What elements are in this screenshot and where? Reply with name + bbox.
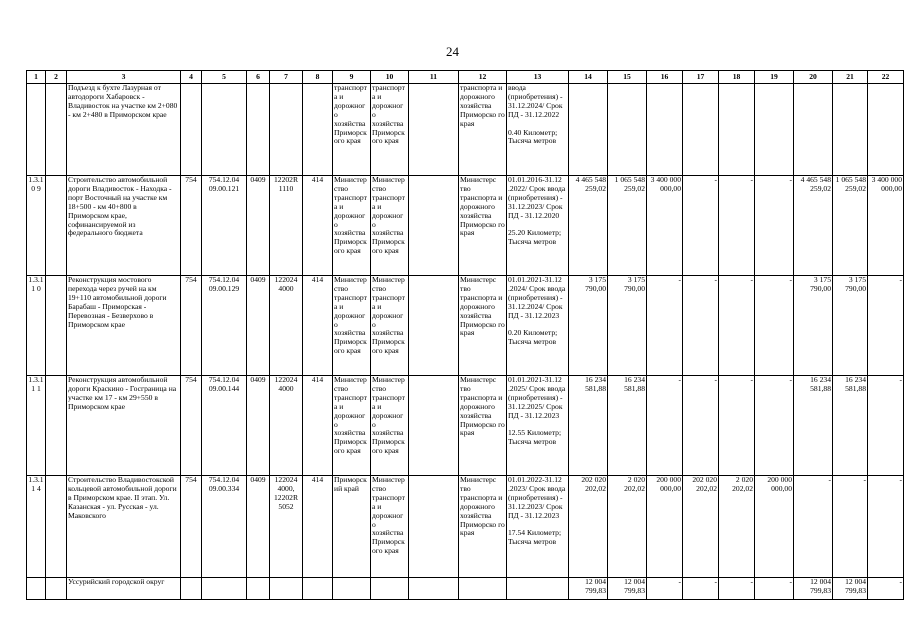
cell-col-16: 3 400 000 000,00 bbox=[647, 176, 683, 276]
column-header-22: 22 bbox=[868, 71, 904, 84]
column-header-21: 21 bbox=[833, 71, 868, 84]
cell-col-21: 16 234 581,88 bbox=[833, 376, 868, 476]
cell-col-17 bbox=[683, 84, 719, 176]
cell-col-17: - bbox=[683, 376, 719, 476]
cell-col-18: - bbox=[719, 376, 755, 476]
cell-col-2 bbox=[46, 476, 67, 578]
cell-col-6: 0409 bbox=[247, 276, 270, 376]
cell-col-8: 414 bbox=[303, 276, 333, 376]
cell-col-13: ввода (приобретения) - 31.12.2024/ Срок ПД - 31.12.2022 0.40 Километр; Тысяча метров bbox=[507, 84, 569, 176]
cell-col-12 bbox=[459, 578, 507, 600]
cell-col-7: 12202R 1110 bbox=[270, 176, 303, 276]
cell-col-9 bbox=[333, 578, 371, 600]
cell-col-5 bbox=[202, 578, 247, 600]
cell-col-2 bbox=[46, 376, 67, 476]
cell-col-3: Строительство Владивостокской кольцевой автомобильной дороги в Приморском крае. II этап. Ул. Казанская - ул. Русская - ул. Маковского bbox=[67, 476, 181, 578]
cell-col-6: 0409 bbox=[247, 476, 270, 578]
cell-col-11 bbox=[409, 276, 459, 376]
column-header-14: 14 bbox=[569, 71, 608, 84]
cell-col-22: - bbox=[868, 376, 904, 476]
cell-col-20: 4 465 548 259,02 bbox=[794, 176, 833, 276]
cell-col-18: 2 020 202,02 bbox=[719, 476, 755, 578]
cell-col-5: 754.12.04 09.00.334 bbox=[202, 476, 247, 578]
cell-col-18 bbox=[719, 84, 755, 176]
cell-col-9: транспорт а и дорожног о хозяйства Приморск ого края bbox=[333, 84, 371, 176]
cell-col-12: Министерс тво транспорта и дорожного хозяйства Приморско го края bbox=[459, 376, 507, 476]
cell-col-1 bbox=[27, 578, 46, 600]
cell-col-8 bbox=[303, 84, 333, 176]
cell-col-5: 754.12.04 09.00.121 bbox=[202, 176, 247, 276]
cell-col-4: 754 bbox=[181, 276, 202, 376]
cell-col-3: Реконструкция автомобильной дороги Краскино - Госграница на участке км 17 - км 29+550 в Приморском крае bbox=[67, 376, 181, 476]
cell-col-20: 12 004 799,83 bbox=[794, 578, 833, 600]
cell-col-3: Строительство автомобильной дороги Владивосток - Находка - порт Восточный на участке км 18+500 - км 40+800 в Приморском крае, софинансируемой из федерального бюджета bbox=[67, 176, 181, 276]
cell-col-1: 1.3.11 1 bbox=[27, 376, 46, 476]
column-header-12: 12 bbox=[459, 71, 507, 84]
column-header-18: 18 bbox=[719, 71, 755, 84]
column-header-1: 1 bbox=[27, 71, 46, 84]
cell-col-7: 122024 4000 bbox=[270, 376, 303, 476]
cell-col-11 bbox=[409, 176, 459, 276]
cell-col-10: Министер ство транспорт а и дорожног о хозяйства Приморск ого края bbox=[371, 176, 409, 276]
cell-col-20: - bbox=[794, 476, 833, 578]
cell-col-20: 3 175 790,00 bbox=[794, 276, 833, 376]
cell-col-1 bbox=[27, 84, 46, 176]
cell-col-14: 12 004 799,83 bbox=[569, 578, 608, 600]
cell-col-3: Реконструкция мостового перехода через ручей на км 19+110 автомобильной дороги Барабаш - Приморская - Перевозная - Безверхово в Приморском крае bbox=[67, 276, 181, 376]
cell-col-15: 16 234 581,88 bbox=[608, 376, 647, 476]
column-header-5: 5 bbox=[202, 71, 247, 84]
cell-col-15: 2 020 202,02 bbox=[608, 476, 647, 578]
page-number: 24 bbox=[446, 44, 459, 59]
cell-col-9: Приморск ий край bbox=[333, 476, 371, 578]
cell-col-21: - bbox=[833, 476, 868, 578]
column-header-16: 16 bbox=[647, 71, 683, 84]
cell-col-4: 754 bbox=[181, 476, 202, 578]
cell-col-7: 122024 4000 bbox=[270, 276, 303, 376]
cell-col-14: 16 234 581,88 bbox=[569, 376, 608, 476]
cell-col-14: 3 175 790,00 bbox=[569, 276, 608, 376]
cell-col-13: 01.01.2016-31.12 .2022/ Срок ввода (приобретения) - 31.12.2023/ Срок ПД - 31.12.2020 25.20 Километр; Тысяча метров bbox=[507, 176, 569, 276]
table-row bbox=[27, 578, 904, 600]
column-header-6: 6 bbox=[247, 71, 270, 84]
cell-col-9: Министер ство транспорт а и дорожног о хозяйства Приморск ого края bbox=[333, 176, 371, 276]
cell-col-5: 754.12.04 09.00.144 bbox=[202, 376, 247, 476]
cell-col-12: Министерс тво транспорта и дорожного хозяйства Приморско го края bbox=[459, 176, 507, 276]
cell-col-9: Министер ство транспорт а и дорожног о хозяйства Приморск ого края bbox=[333, 376, 371, 476]
cell-col-4 bbox=[181, 84, 202, 176]
column-header-15: 15 bbox=[608, 71, 647, 84]
cell-col-4 bbox=[181, 578, 202, 600]
cell-col-13 bbox=[507, 578, 569, 600]
cell-col-17: - bbox=[683, 176, 719, 276]
column-header-11: 11 bbox=[409, 71, 459, 84]
table-row bbox=[27, 84, 904, 176]
column-header-2: 2 bbox=[46, 71, 67, 84]
cell-col-4: 754 bbox=[181, 176, 202, 276]
cell-col-21 bbox=[833, 84, 868, 176]
cell-col-22 bbox=[868, 84, 904, 176]
header-row bbox=[27, 71, 904, 84]
column-header-10: 10 bbox=[371, 71, 409, 84]
column-header-8: 8 bbox=[303, 71, 333, 84]
cell-col-18: - bbox=[719, 578, 755, 600]
cell-col-6 bbox=[247, 578, 270, 600]
cell-col-16: - bbox=[647, 276, 683, 376]
cell-col-15 bbox=[608, 84, 647, 176]
table-row bbox=[27, 176, 904, 276]
cell-col-10 bbox=[371, 578, 409, 600]
cell-col-2 bbox=[46, 578, 67, 600]
cell-col-15: 12 004 799,83 bbox=[608, 578, 647, 600]
cell-col-7: 122024 4000, 12202R 5052 bbox=[270, 476, 303, 578]
cell-col-8: 414 bbox=[303, 176, 333, 276]
cell-col-19 bbox=[755, 84, 794, 176]
cell-col-20 bbox=[794, 84, 833, 176]
cell-col-11 bbox=[409, 578, 459, 600]
cell-col-8: 414 bbox=[303, 476, 333, 578]
cell-col-5: 754.12.04 09.00.129 bbox=[202, 276, 247, 376]
cell-col-14 bbox=[569, 84, 608, 176]
cell-col-10: Министер ство транспорт а и дорожног о хозяйства Приморск ого края bbox=[371, 476, 409, 578]
column-header-3: 3 bbox=[67, 71, 181, 84]
cell-col-12: Министерс тво транспорта и дорожного хозяйства Приморско го края bbox=[459, 476, 507, 578]
cell-col-22: - bbox=[868, 476, 904, 578]
cell-col-20: 16 234 581,88 bbox=[794, 376, 833, 476]
cell-col-7 bbox=[270, 578, 303, 600]
column-header-9: 9 bbox=[333, 71, 371, 84]
cell-col-8: 414 bbox=[303, 376, 333, 476]
cell-col-18: - bbox=[719, 176, 755, 276]
cell-col-16 bbox=[647, 84, 683, 176]
cell-col-7 bbox=[270, 84, 303, 176]
cell-col-21: 12 004 799,83 bbox=[833, 578, 868, 600]
cell-col-13: 01.01.2022-31.12 .2023/ Срок ввода (приобретения) - 31.12.2023/ Срок ПД - 31.12.2023 17.54 Километр; Тысяча метров bbox=[507, 476, 569, 578]
cell-col-2 bbox=[46, 276, 67, 376]
column-header-20: 20 bbox=[794, 71, 833, 84]
cell-col-19: - bbox=[755, 578, 794, 600]
cell-col-22: - bbox=[868, 276, 904, 376]
cell-col-14: 4 465 548 259,02 bbox=[569, 176, 608, 276]
cell-col-15: 3 175 790,00 bbox=[608, 276, 647, 376]
table-row bbox=[27, 476, 904, 578]
cell-col-10: транспорт а и дорожног о хозяйства Приморск ого края bbox=[371, 84, 409, 176]
cell-col-10: Министер ство транспорт а и дорожног о хозяйства Приморск ого края bbox=[371, 276, 409, 376]
cell-col-16: - bbox=[647, 578, 683, 600]
cell-col-2 bbox=[46, 176, 67, 276]
budget-table bbox=[26, 70, 904, 600]
cell-col-18: - bbox=[719, 276, 755, 376]
cell-col-6: 0409 bbox=[247, 176, 270, 276]
cell-col-19: - bbox=[755, 276, 794, 376]
column-header-17: 17 bbox=[683, 71, 719, 84]
cell-col-11 bbox=[409, 84, 459, 176]
cell-col-22: - bbox=[868, 578, 904, 600]
cell-col-17: 202 020 202,02 bbox=[683, 476, 719, 578]
column-header-19: 19 bbox=[755, 71, 794, 84]
cell-col-17: - bbox=[683, 578, 719, 600]
cell-col-14: 202 020 202,02 bbox=[569, 476, 608, 578]
cell-col-6: 0409 bbox=[247, 376, 270, 476]
cell-col-22: 3 400 000 000,00 bbox=[868, 176, 904, 276]
column-header-7: 7 bbox=[270, 71, 303, 84]
cell-col-17: - bbox=[683, 276, 719, 376]
cell-col-5 bbox=[202, 84, 247, 176]
table-body bbox=[27, 84, 904, 600]
cell-col-21: 1 065 548 259,02 bbox=[833, 176, 868, 276]
cell-col-2 bbox=[46, 84, 67, 176]
cell-col-16: - bbox=[647, 376, 683, 476]
table-row bbox=[27, 376, 904, 476]
cell-col-1: 1.3.11 0 bbox=[27, 276, 46, 376]
cell-col-21: 3 175 790,00 bbox=[833, 276, 868, 376]
cell-col-12: транспорта и дорожного хозяйства Приморско го края bbox=[459, 84, 507, 176]
cell-col-15: 1 065 548 259,02 bbox=[608, 176, 647, 276]
cell-col-10: Министер ство транспорт а и дорожног о хозяйства Приморск ого края bbox=[371, 376, 409, 476]
cell-col-13: 01.01.2021-31.12 .2025/ Срок ввода (приобретения) - 31.12.2025/ Срок ПД - 31.12.2023 12.55 Километр; Тысяча метров bbox=[507, 376, 569, 476]
cell-col-19: - bbox=[755, 176, 794, 276]
cell-col-12: Министерс тво транспорта и дорожного хозяйства Приморско го края bbox=[459, 276, 507, 376]
cell-col-9: Министер ство транспорт а и дорожног о хозяйства Приморск ого края bbox=[333, 276, 371, 376]
column-header-13: 13 bbox=[507, 71, 569, 84]
cell-col-4: 754 bbox=[181, 376, 202, 476]
cell-col-6 bbox=[247, 84, 270, 176]
cell-col-1: 1.3.11 4 bbox=[27, 476, 46, 578]
cell-col-1: 1.3.10 9 bbox=[27, 176, 46, 276]
cell-col-3: Подъезд к бухте Лазурная от автодороги Хабаровск - Владивосток на участке км 2+080 - км 2+480 в Приморском крае bbox=[67, 84, 181, 176]
cell-col-13: 01.01.2021-31.12 .2024/ Срок ввода (приобретения) - 31.12.2024/ Срок ПД - 31.12.2023 0.20 Километр; Тысяча метров bbox=[507, 276, 569, 376]
cell-col-3: Уссурийский городской округ bbox=[67, 578, 181, 600]
cell-col-16: 200 000 000,00 bbox=[647, 476, 683, 578]
column-header-4: 4 bbox=[181, 71, 202, 84]
table-row bbox=[27, 276, 904, 376]
cell-col-11 bbox=[409, 376, 459, 476]
cell-col-11 bbox=[409, 476, 459, 578]
cell-col-8 bbox=[303, 578, 333, 600]
cell-col-19: - bbox=[755, 376, 794, 476]
cell-col-19: 200 000 000,00 bbox=[755, 476, 794, 578]
